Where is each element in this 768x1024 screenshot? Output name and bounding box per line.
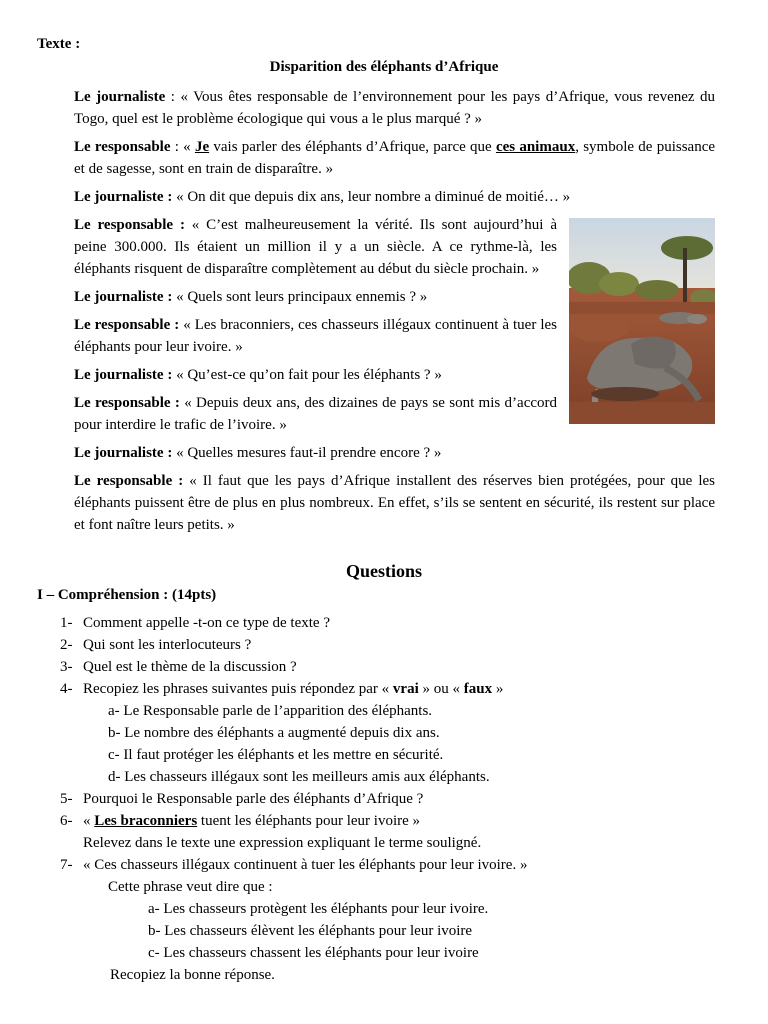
question-item xyxy=(60,788,740,810)
line-text: « Quelles mesures faut-il prendre encore ? » xyxy=(172,445,442,461)
line-text: « Quels sont leurs principaux ennemis ? » xyxy=(172,289,428,305)
question-number: 5- xyxy=(60,791,73,807)
dialogue-line xyxy=(74,470,715,536)
question-number: 2- xyxy=(60,637,73,653)
line-text: « Vous êtes responsable de l’environnement pour les pays d’Afrique, vous revenez du Togo, quel est le problème écologique qui vous a le plus marqué ? » xyxy=(74,89,716,127)
question-item xyxy=(60,634,740,656)
questions-heading: Questions xyxy=(345,561,423,581)
speaker: Le journaliste : xyxy=(74,289,173,305)
question-item xyxy=(60,854,740,876)
dialogue-line xyxy=(74,186,715,208)
speaker: Le responsable : xyxy=(74,473,184,489)
line-text: « C’est malheureusement la vérité. Ils sont aujourd’hui à peine 300.000. Ils étaient un million il y a un siècle. A ce rythme-là, les éléphants risquent de disparaître complètement au début du siècle prochain. » xyxy=(74,217,557,277)
sub-item: b- Les chasseurs élèvent les éléphants pour leur ivoire xyxy=(148,923,473,939)
question-text: « Ces chasseurs illégaux continuent à tuer les éléphants pour leur ivoire. » xyxy=(83,857,528,873)
line-text: « Qu’est-ce qu’on fait pour les éléphants ? » xyxy=(172,367,442,383)
dialogue-line: Le responsable : « Je vais parler des éléphants d’Afrique, parce que ces animaux, symbole de puissance et de sagesse, sont en train de disparaître. » xyxy=(74,139,716,177)
section-heading: I – Compréhension : (14pts) xyxy=(37,587,217,603)
line-text: « Il faut que les pays d’Afrique installent des réserves bien protégées, pour que les éléphants puissent être de plus en plus nombreux. En effet, s’ils se sentent en sécurité, ils restent sur place et font naître leurs petits. » xyxy=(74,473,715,533)
question-item xyxy=(60,612,740,634)
question-item: 6- « Les braconniers tuent les éléphants pour leur ivoire » xyxy=(60,810,740,832)
speaker: Le responsable : xyxy=(74,217,185,233)
elephant-photo xyxy=(569,218,715,424)
instruction: Cette phrase veut dire que : xyxy=(108,879,273,895)
question-list xyxy=(60,612,740,986)
speaker: Le journaliste : xyxy=(74,445,173,461)
speaker: Le responsable : xyxy=(74,317,180,333)
text-title: Disparition des éléphants d’Afrique xyxy=(269,59,499,75)
texte-label: Texte : xyxy=(37,36,81,52)
dialogue-line xyxy=(74,442,715,464)
instruction: Relevez dans le texte une expression expliquant le terme souligné. xyxy=(83,835,482,851)
sub-item: a- Les chasseurs protègent les éléphants pour leur ivoire. xyxy=(148,901,489,917)
instruction: Recopiez la bonne réponse. xyxy=(110,967,275,983)
speaker: Le journaliste : xyxy=(74,189,173,205)
dialogue-line: Le journaliste : « Vous êtes responsable de l’environnement pour les pays d’Afrique, vous revenez du Togo, quel est le problème écologique qui vous a le plus marqué ? » xyxy=(74,89,716,127)
bold-word: vrai xyxy=(392,681,419,697)
sub-item: b- Le nombre des éléphants a augmenté depuis dix ans. xyxy=(108,725,440,741)
question-text: Pourquoi le Responsable parle des éléphants d’Afrique ? xyxy=(83,791,424,807)
elephant-photo-image xyxy=(569,218,715,424)
underlined-word: ces animaux xyxy=(495,139,576,155)
speaker: Le responsable xyxy=(74,139,171,155)
question-number: 3- xyxy=(60,659,73,675)
question-number: 6- xyxy=(60,813,73,829)
line-text: « Les braconniers, ces chasseurs illégaux continuent à tuer les éléphants pour leur ivoire. » xyxy=(74,317,557,355)
question-number: 4- xyxy=(60,681,73,697)
question-number: 7- xyxy=(60,857,73,873)
line-text: « Depuis deux ans, des dizaines de pays se sont mis d’accord pour interdire le trafic de l’ivoire. » xyxy=(74,395,558,433)
underlined-term: Les braconniers xyxy=(94,813,198,829)
question-item xyxy=(60,656,740,678)
underlined-word: Je xyxy=(194,139,210,155)
question-item: 4- Recopiez les phrases suivantes puis répondez par « vrai » ou « faux » xyxy=(60,678,740,700)
sub-item: d- Les chasseurs illégaux sont les meilleurs amis aux éléphants. xyxy=(108,769,490,785)
question-text: Quel est le thème de la discussion ? xyxy=(83,659,297,675)
sub-item: c- Les chasseurs chassent les éléphants pour leur ivoire xyxy=(148,945,479,961)
question-text: Comment appelle -t-on ce type de texte ? xyxy=(83,615,330,631)
question-text: Qui sont les interlocuteurs ? xyxy=(83,637,252,653)
bold-word: faux xyxy=(463,681,493,697)
sub-item: a- Le Responsable parle de l’apparition des éléphants. xyxy=(108,703,433,719)
sub-item: c- Il faut protéger les éléphants et les mettre en sécurité. xyxy=(108,747,444,763)
speaker: Le journaliste : xyxy=(74,367,173,383)
speaker: Le journaliste xyxy=(74,89,166,105)
speaker: Le responsable : xyxy=(74,395,180,411)
line-text: « On dit que depuis dix ans, leur nombre a diminué de moitié… » xyxy=(172,189,571,205)
question-number: 1- xyxy=(60,615,73,631)
dialogue-text xyxy=(74,86,715,542)
